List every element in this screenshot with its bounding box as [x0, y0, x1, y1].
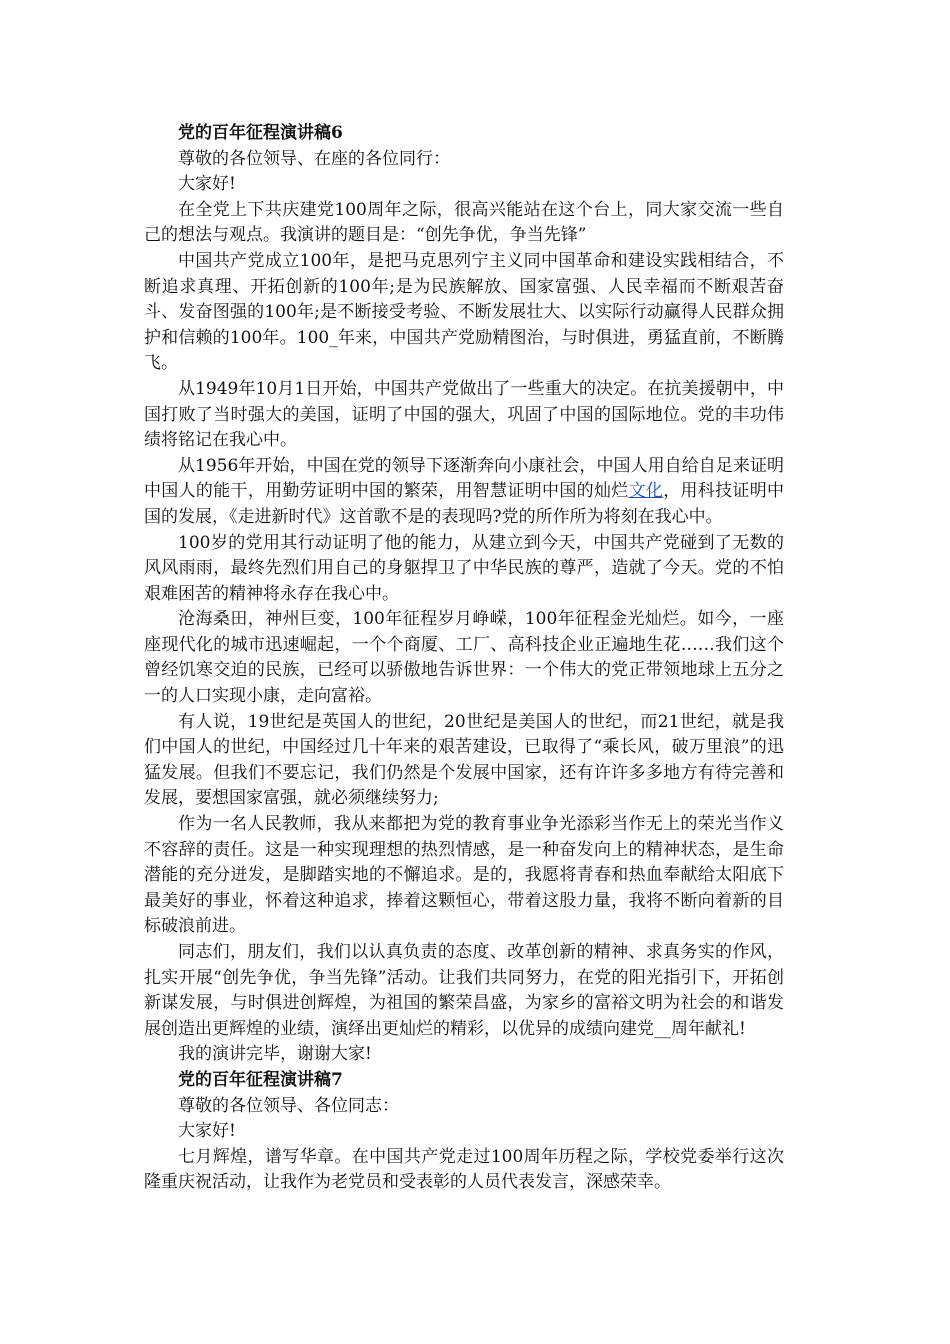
speech-7-greeting: 大家好!: [178, 1121, 236, 1142]
speech-7-paragraph-1: 七月辉煌，谱写华章。在中国共产党走过100周年历程之际，学校党委举行这次隆重庆祝活动，让我作为老党员和受表彰的人员代表发言，深感荣幸。: [144, 1146, 784, 1193]
culture-link[interactable]: 文化: [628, 481, 664, 502]
speech-6-paragraph-6: 沧海桑田，神州巨变，100年征程岁月峥嵘，100年征程金光灿烂。如今，一座座现代化的城市迅速崛起，一个个商厦、工厂、高科技企业正遍地生花……我们这个曾经饥寒交迫的民族，已经可以骄傲地告诉世界：一个伟大的党正带领地球上五分之一的人口实现小康，走向富裕。: [144, 609, 784, 707]
speech-6-salutation: 尊敬的各位领导、在座的各位同行：: [178, 148, 450, 169]
speech-6-paragraph-4-text-b: ，用科技证明中国的发展，《走进新时代》这首歌不是的表现吗?党的所作所为将刻在我心中。: [144, 481, 785, 527]
speech-6-paragraph-4-text-a: 从1956年开始，中国在党的领导下逐渐奔向小康社会，中国人用自给自足来证明中国人的能干，用勤劳证明中国的繁荣，用智慧证明中国的灿烂: [144, 455, 784, 502]
speech-6-paragraph-1: 在全党上下共庆建党100周年之际，很高兴能站在这个台上，同大家交流一些自己的想法与观点。我演讲的题目是：“创先争优，争当先锋”: [144, 199, 784, 246]
speech-6-paragraph-2: 中国共产党成立100年，是把马克思列宁主义同中国革命和建设实践相结合，不断追求真理、开拓创新的100年;是为民族解放、国家富强、人民幸福而不断艰苦奋斗、发奋图强的100年;是不断接受考验、不断发展壮大、以实际行动赢得人民群众拥护和信赖的100年。100_年来，中国共产党励精图治，与时俱进，勇猛直前，不断腾飞。: [144, 250, 784, 374]
speech-6-paragraph-7: 有人说，19世纪是英国人的世纪，20世纪是美国人的世纪，而21世纪，就是我们中国人的世纪，中国经过几十年来的艰苦建设，已取得了“乘长风，破万里浪”的迅猛发展。但我们不要忘记，我们仍然是个发展中国家，还有许许多多地方有待完善和发展，要想国家富强，就必须继续努力;: [144, 711, 784, 809]
document-page: [144, 121, 784, 1196]
speech-6-greeting: 大家好!: [178, 174, 236, 195]
speech-7-salutation: 尊敬的各位领导、各位同志：: [178, 1095, 399, 1116]
speech-7-title: 党的百年征程演讲稿7: [178, 1069, 343, 1090]
speech-6-paragraph-3: 从1949年10月1日开始，中国共产党做出了一些重大的决定。在抗美援朝中，中国打败了当时强大的美国，证明了中国的强大，巩固了中国的国际地位。党的丰功伟绩将铭记在我心中。: [144, 378, 784, 451]
speech-6-title: 党的百年征程演讲稿6: [178, 123, 343, 143]
speech-6-closing: 我的演讲完毕，谢谢大家!: [178, 1044, 372, 1065]
speech-6-paragraph-8: 作为一名人民教师，我从来都把为党的教育事业争光添彩当作无上的荣光当作义不容辞的责任。这是一种实现理想的热烈情感，是一种奋发向上的精神状态，是生命潜能的充分迸发，是脚踏实地的不懈追求。是的，我愿将青春和热血奉献给太阳底下最美好的事业，怀着这种追求，捧着这颗恒心，带着这股力量，我将不断向着新的目标破浪前进。: [144, 814, 784, 937]
speech-6-paragraph-5: 100岁的党用其行动证明了他的能力，从建立到今天，中国共产党碰到了无数的风风雨雨，最终先烈们用自己的身躯捍卫了中华民族的尊严，造就了今天。党的不怕艰难困苦的精神将永存在我心中。: [144, 532, 784, 604]
speech-6-paragraph-4: [144, 454, 784, 531]
speech-6-paragraph-9: 同志们，朋友们，我们以认真负责的态度、改革创新的精神、求真务实的作风，扎实开展“创先争优，争当先锋”活动。让我们共同努力，在党的阳光指引下，开拓创新谋发展，与时俱进创辉煌，为祖国的繁荣昌盛，为家乡的富裕文明为社会的和谐发展创造出更辉煌的业绩，演绎出更灿烂的精彩，以优异的成绩向建党__周年献礼!: [144, 942, 784, 1039]
